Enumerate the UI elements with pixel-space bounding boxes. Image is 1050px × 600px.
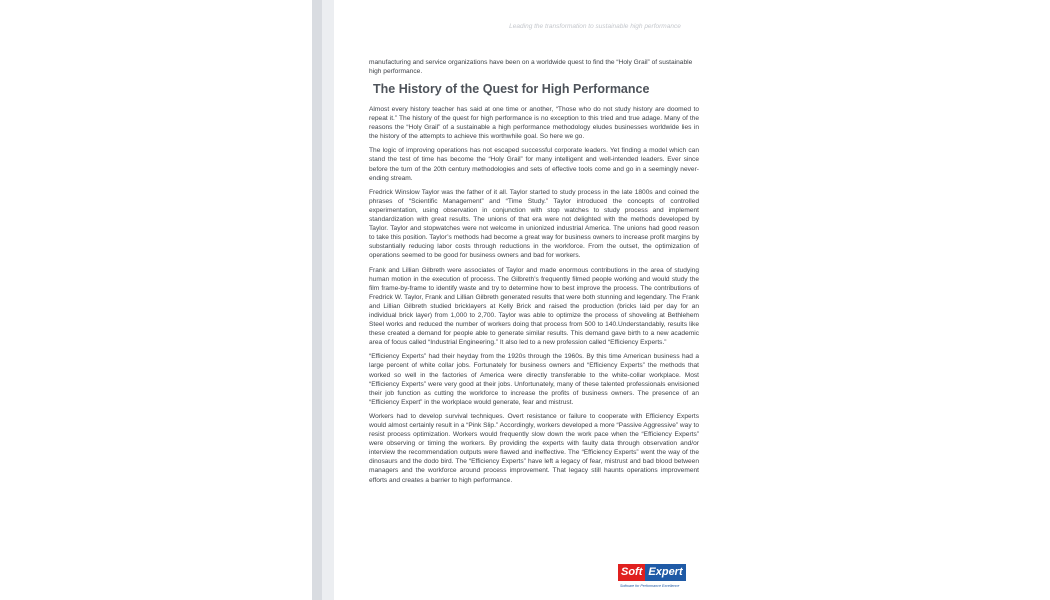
- paragraph-logic-of-improving: The logic of improving operations has not escaped successful corporate leaders. Yet finding a model which can stand the test of time has become the “Holy Grail” for many intelligent and well-intended leaders. Ever since before the turn of the 20th century methodologies and sets of effective tools come and go in a seemingly never-ending stream.: [369, 147, 699, 182]
- paragraph-efficiency-experts: “Efficiency Experts” had their heyday from the 1920s through the 1960s. By this time American business had a large percent of white collar jobs. Fortunately for business owners and “Efficiency Experts” the methods that worked so well in the factories of America were directly transferable to the white-collar workplace. Most “Efficiency Experts” were very good at their jobs. Unfortunately, many of these talented professionals envisioned their job function as cutting the workforce to increase the profits of business owners. The presence of an “Efficiency Expert” in the workplace would generate, fear and mistrust.: [369, 353, 699, 406]
- page-content: [369, 58, 699, 490]
- page-shadow: [322, 0, 334, 600]
- paragraph-history-teacher: Almost every history teacher has said at one time or another, “Those who do not study history are doomed to repeat it.” The history of the quest for high performance is no exception to this tried and true adage. Many of the reasons the “Holy Grail” of a sustainable a high performance methodology eludes businesses worldwide lies in the history of the attempts to achieve this worthwhile goal. So here we go.: [369, 106, 699, 141]
- softexpert-logo: [618, 564, 702, 594]
- intro-paragraph: manufacturing and service organizations have been on a worldwide quest to find the “Holy Grail” of sustainable high performance.: [369, 59, 693, 75]
- paragraph-gilbreth: Frank and Lillian Gilbreth were associates of Taylor and made enormous contributions in the area of studying human motion in the execution of process. The Gilbreth’s frequently filmed people working and would study the film frame-by-frame to identify waste and try to determine how to best improve the process. The contributions of Fredrick W. Taylor, Frank and Lillian Gilbreth generated results that were both stunning and legendary. The Frank and Lillian Gilbreth studied bricklayers at Kelly Brick and raised the production (bricks laid per day for an individual brick layer) from 1,000 to 2,700. Taylor was able to optimize the process of shoveling at Bethlehem Steel works and reduced the number of workers doing that process from 500 to 140.Understandably, results like these created a demand for people able to generate similar results. This demand gave birth to a new academic area of focus called “Industrial Engineering.” It also led to a new profession called “Efficiency Experts.”: [369, 266, 699, 347]
- document-viewer-scrollbar[interactable]: [312, 0, 322, 600]
- running-header: Leading the transformation to sustainable high performance: [509, 23, 681, 30]
- paragraph-survival-techniques: Workers had to develop survival techniques. Overt resistance or failure to cooperate with Efficiency Experts would almost certainly result in a “Pink Slip.” Accordingly, workers developed a more “Passive Aggressive” way to resist process optimization. Workers would frequently slow down the work pace when the “Efficiency Experts” were observing or timing the workers. By providing the experts with faulty data through observation and/or interview the recommendation outputs were flawed and ineffective. The “Efficiency Experts” went the way of the dinosaurs and the dodo bird. The “Efficiency Experts” have left a legacy of fear, mistrust and bad blood between managers and the workforce around process improvement. That legacy still haunts operations improvement efforts and creates a barrier to high performance.: [369, 412, 699, 484]
- logo-tagline: Software for Performance Excellence: [620, 584, 680, 588]
- logo-expert-text: Expert: [645, 564, 685, 581]
- section-title: The History of the Quest for High Performance: [373, 82, 650, 96]
- logo-wordmark: [618, 564, 686, 581]
- logo-soft-text: Soft: [618, 564, 645, 581]
- paragraph-taylor: Fredrick Winslow Taylor was the father of it all. Taylor started to study process in the late 1800s and coined the phrases of “Scientific Management” and “Time Study.” Taylor introduced the concepts of controlled experimentation, using observation in conjunction with stop watches to study process and implement standardization with great results. The unions of that era were not delighted with the methods developed by Taylor. Taylor and stopwatches were not welcome in unionized industrial America. The unions had good reason to take this position. Taylor’s methods had become a great way for business owners to increase profit margins by substantially reducing labor costs through reductions in the workforce. From the outset, the optimization of operations seemed to be good for business owners and bad for workers.: [369, 188, 699, 260]
